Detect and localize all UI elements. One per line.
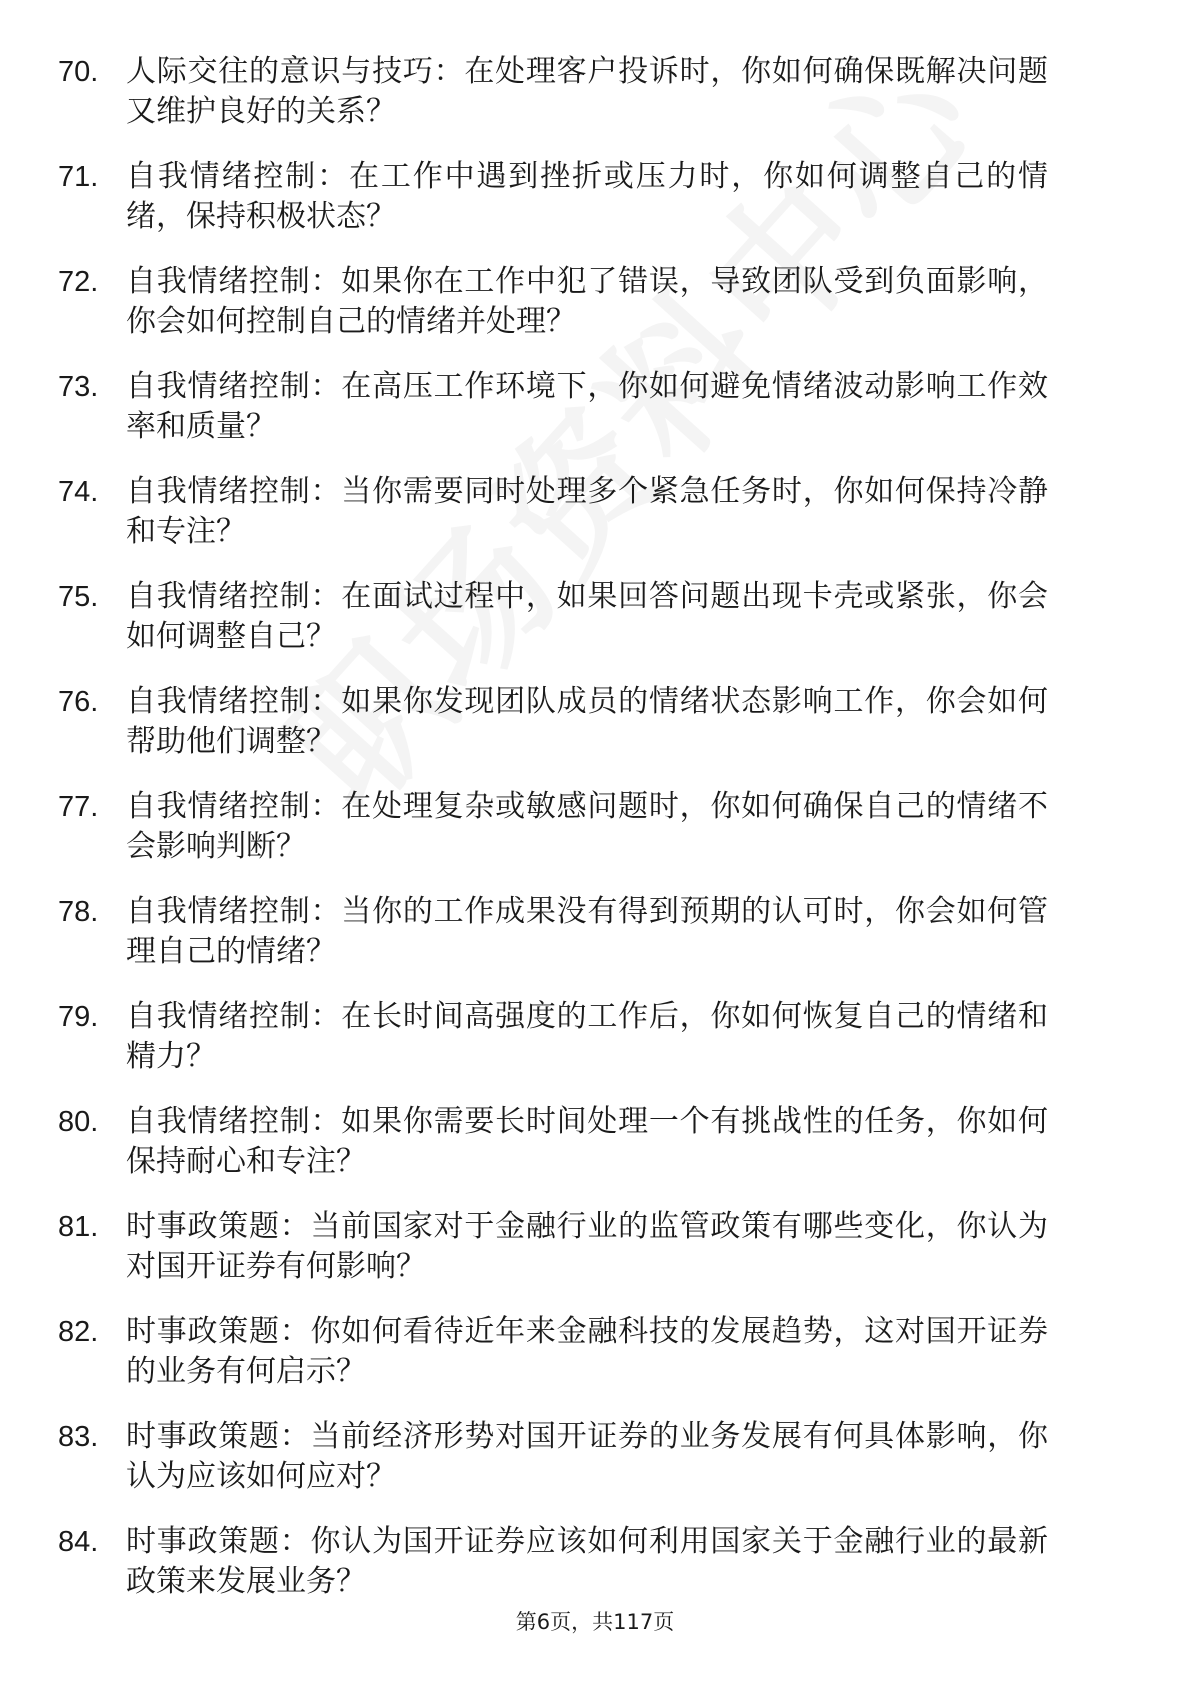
question-number: 75. [58, 581, 99, 613]
question-number: 78. [58, 896, 99, 928]
question-number: 77. [58, 791, 99, 823]
page-number-footer: 第6页，共117页 [515, 1610, 675, 1634]
question-text: 自我情绪控制：在面试过程中，如果回答问题出现卡壳或紧张，你会如何调整自己？ [126, 579, 1048, 654]
question-number: 81. [58, 1211, 99, 1243]
question-item [58, 1312, 1118, 1392]
question-number: 76. [58, 686, 99, 718]
question-text: 时事政策题：当前经济形势对国开证券的业务发展有何具体影响，你认为应该如何应对？ [126, 1419, 1048, 1494]
question-item [58, 52, 1118, 132]
question-number: 71. [58, 161, 99, 193]
question-text: 自我情绪控制：如果你需要长时间处理一个有挑战性的任务，你如何保持耐心和专注？ [126, 1104, 1048, 1179]
question-number: 80. [58, 1106, 99, 1138]
question-text: 自我情绪控制：当你需要同时处理多个紧急任务时，你如何保持冷静和专注？ [126, 474, 1048, 549]
question-item [58, 367, 1118, 447]
question-text: 自我情绪控制：在工作中遇到挫折或压力时，你如何调整自己的情绪，保持积极状态？ [126, 159, 1048, 234]
question-item [58, 577, 1118, 657]
question-item [58, 1522, 1118, 1602]
question-text: 人际交往的意识与技巧：在处理客户投诉时，你如何确保既解决问题又维护良好的关系？ [126, 54, 1048, 129]
question-number: 74. [58, 476, 99, 508]
question-text: 自我情绪控制：在处理复杂或敏感问题时，你如何确保自己的情绪不会影响判断？ [126, 789, 1048, 864]
question-number: 70. [58, 56, 99, 88]
question-text: 时事政策题：你如何看待近年来金融科技的发展趋势，这对国开证券的业务有何启示？ [126, 1314, 1048, 1389]
question-number: 82. [58, 1316, 99, 1348]
question-item [58, 262, 1118, 342]
question-item [58, 157, 1118, 237]
question-number: 79. [58, 1001, 99, 1033]
question-number: 72. [58, 266, 99, 298]
question-item [58, 787, 1118, 867]
question-item [58, 682, 1118, 762]
question-text: 时事政策题：当前国家对于金融行业的监管政策有哪些变化，你认为对国开证券有何影响？ [126, 1209, 1048, 1284]
question-item [58, 1102, 1118, 1182]
question-text: 自我情绪控制：当你的工作成果没有得到预期的认可时，你会如何管理自己的情绪？ [126, 894, 1048, 969]
question-number: 83. [58, 1421, 99, 1453]
question-item [58, 1207, 1118, 1287]
question-number: 73. [58, 371, 99, 403]
question-item [58, 997, 1118, 1077]
question-item [58, 892, 1118, 972]
question-text: 自我情绪控制：在长时间高强度的工作后，你如何恢复自己的情绪和精力？ [126, 999, 1048, 1074]
question-text: 自我情绪控制：如果你在工作中犯了错误，导致团队受到负面影响，你会如何控制自己的情绪并处理？ [126, 264, 1048, 339]
question-text: 自我情绪控制：如果你发现团队成员的情绪状态影响工作，你会如何帮助他们调整？ [126, 684, 1048, 759]
question-list [58, 52, 1118, 1627]
question-item [58, 472, 1118, 552]
question-text: 时事政策题：你认为国开证券应该如何利用国家关于金融行业的最新政策来发展业务？ [126, 1524, 1048, 1599]
question-number: 84. [58, 1526, 99, 1558]
question-item [58, 1417, 1118, 1497]
question-text: 自我情绪控制：在高压工作环境下，你如何避免情绪波动影响工作效率和质量？ [126, 369, 1048, 444]
